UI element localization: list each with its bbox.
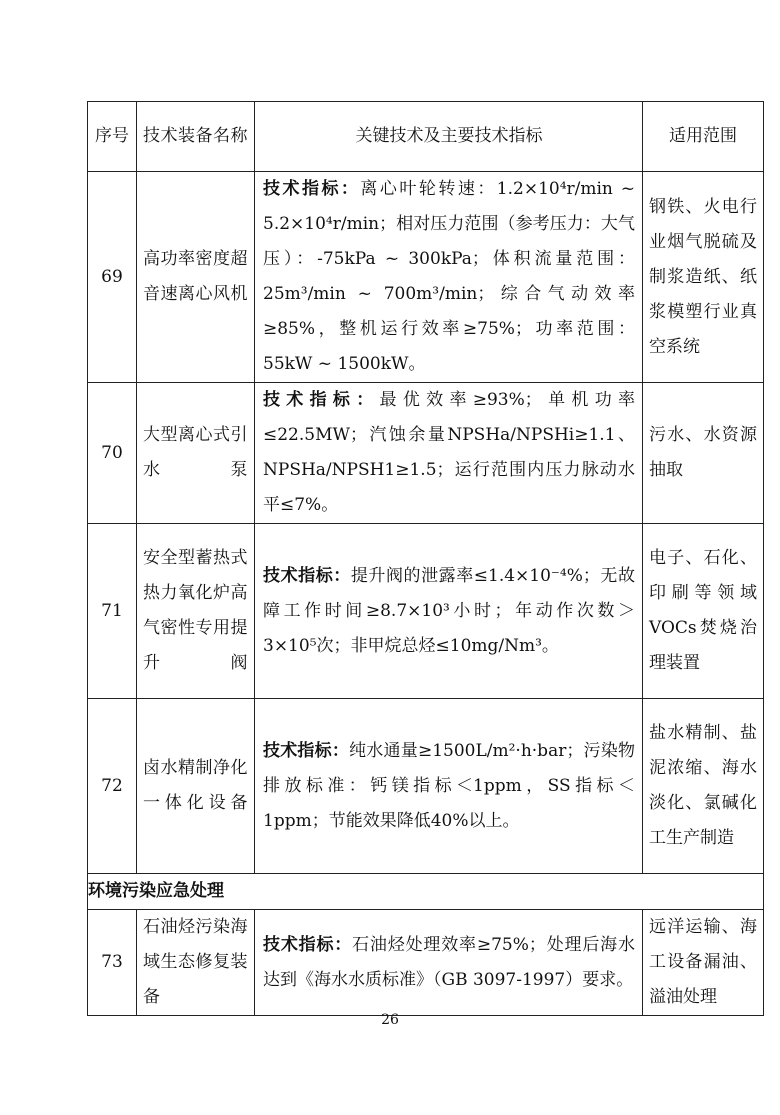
row-name: 卤水精制净化一体化设备 [137,699,255,874]
row-tech [255,699,643,874]
equipment-table [87,101,764,1016]
tech-label: 技术指标： [263,179,361,199]
row-no: 69 [88,172,137,383]
header-name: 技术装备名称 [137,102,255,172]
table-row [88,383,764,524]
tech-text: 最优效率≥93%；单机功率≤22.5MW；汽蚀余量NPSHa/NPSHi≥1.1、NPSHa/NPSH1≥1.5；运行范围内压力脉动水平≤7%。 [263,390,636,515]
header-no: 序号 [88,102,137,172]
table-row [88,699,764,874]
row-scope: 钢铁、火电行业烟气脱硫及制浆造纸、纸浆模塑行业真空系统 [643,172,764,383]
row-scope: 电子、石化、印刷等领域VOCs焚烧治理装置 [643,524,764,699]
row-name: 石油烃污染海域生态修复装备 [137,910,255,1016]
page-number: 26 [381,1012,399,1028]
section-row [88,874,764,910]
row-name: 高功率密度超音速离心风机 [137,172,255,383]
tech-label: 技术指标： [263,390,380,410]
tech-text: 石油烃处理效率≥75%；处理后海水达到《海水水质标准》（GB 3097-1997）要求。 [263,934,635,990]
row-tech [255,524,643,699]
header-tech: 关键技术及主要技术指标 [255,102,643,172]
table-row [88,172,764,383]
row-scope: 污水、水资源抽取 [643,383,764,524]
row-no: 73 [88,910,137,1016]
row-tech [255,383,643,524]
section-title: 环境污染应急处理 [88,874,764,910]
row-no: 71 [88,524,137,699]
row-tech [255,172,643,383]
row-no: 70 [88,383,137,524]
tech-text: 离心叶轮转速：1.2×10⁴r/min ~ 5.2×10⁴r/min；相对压力范围（参考压力：大气压）：-75kPa ~ 300kPa；体积流量范围：25m³/min ~ 700m³/min；综合气动效率≥85%，整机运行效率≥75%；功率范围：55kW ~ 1500kW。 [263,179,636,374]
tech-label: 技术指标： [263,740,350,761]
row-scope: 远洋运输、海工设备漏油、溢油处理 [643,910,764,1016]
row-scope: 盐水精制、盐泥浓缩、海水淡化、氯碱化工生产制造 [643,699,764,874]
row-name: 大型离心式引水泵 [137,383,255,524]
tech-label: 技术指标： [263,934,353,955]
tech-label: 技术指标： [263,565,351,586]
tech-text: 提升阀的泄露率≤1.4×10⁻⁴%；无故障工作时间≥8.7×10³小时；年动作次数＞3×10⁵次；非甲烷总烃≤10mg/Nm³。 [263,565,635,656]
table-row [88,910,764,1016]
table-row [88,524,764,699]
tech-text: 纯水通量≥1500L/m²·h·bar；污染物排放标准：钙镁指标＜1ppm，SS指标＜1ppm；节能效果降低40%以上。 [263,740,635,831]
row-no: 72 [88,699,137,874]
header-scope: 适用范围 [643,102,764,172]
row-tech [255,910,643,1016]
table-header-row [88,102,764,172]
row-name: 安全型蓄热式热力氧化炉高气密性专用提升阀 [137,524,255,699]
